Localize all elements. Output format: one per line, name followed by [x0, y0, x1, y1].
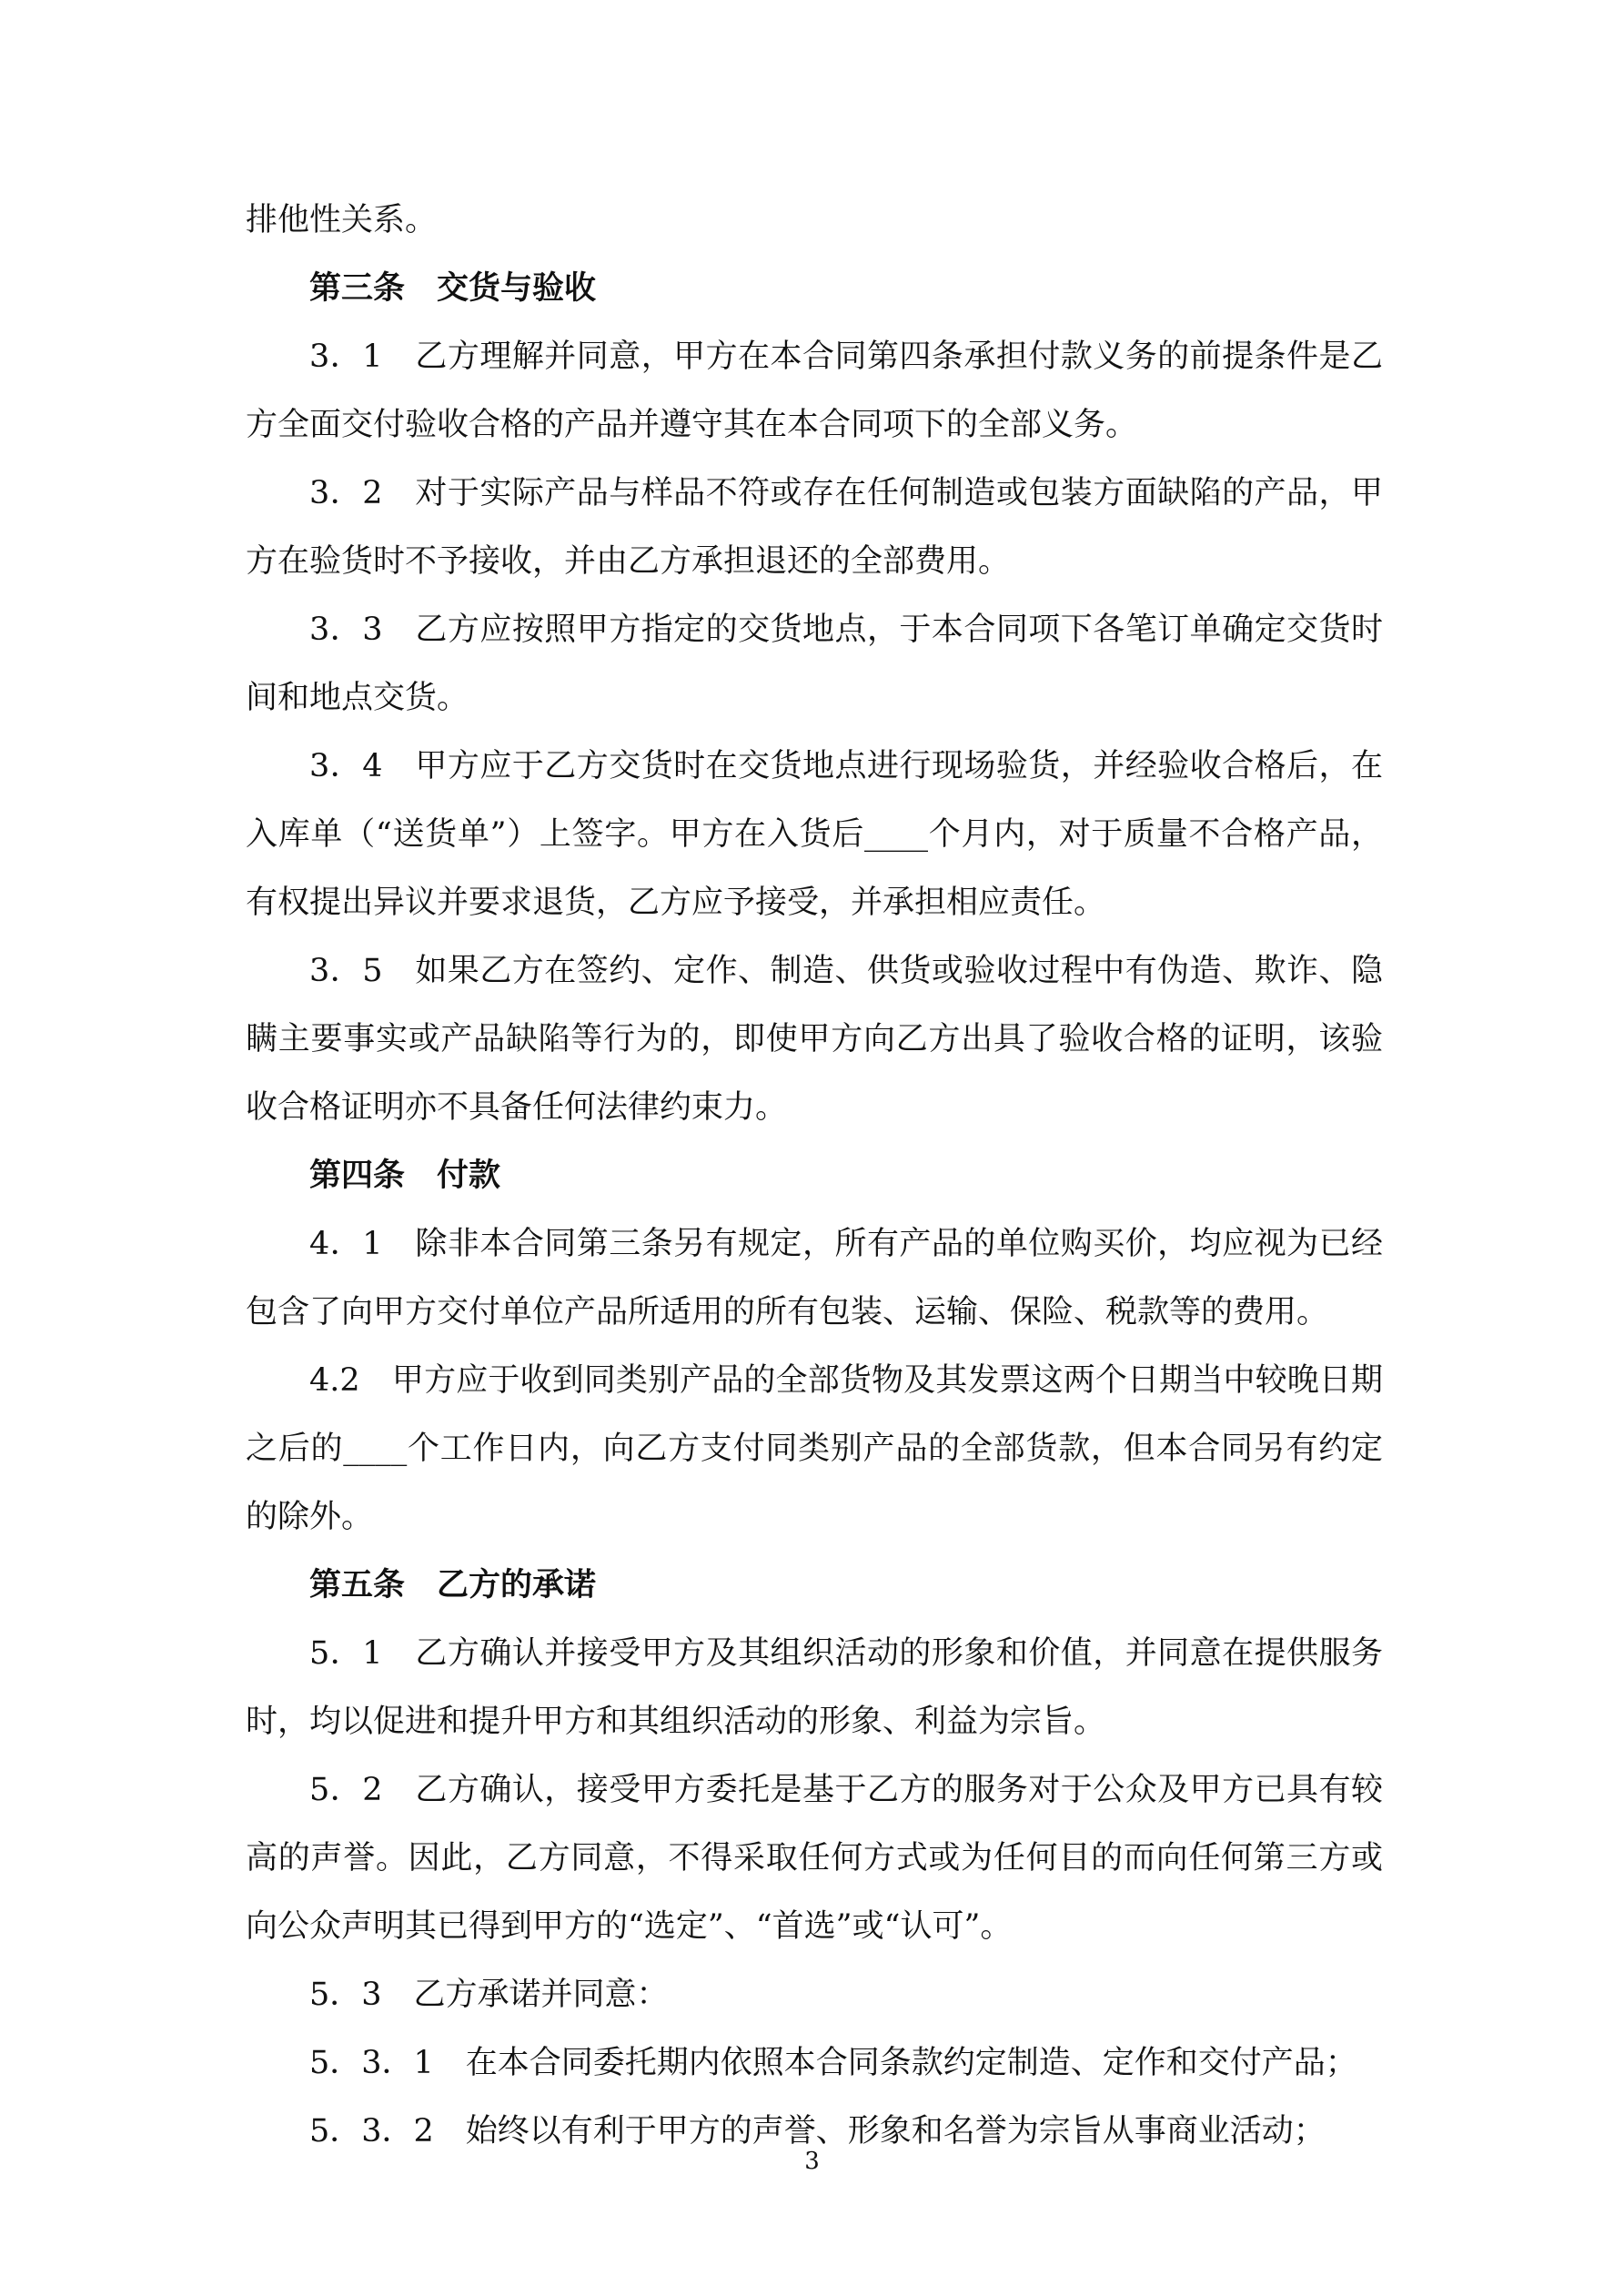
clause-paragraph: 3．2 对于实际产品与样品不符或存在任何制造或包装方面缺陷的产品，甲方在验货时不予接收，并由乙方承担退还的全部费用。 [246, 475, 1383, 580]
clause-paragraph: 5．3．2 始终以有利于甲方的声誉、形象和名誉为宗旨从事商业活动； [309, 2113, 1326, 2149]
clause-paragraph: 3．5 如果乙方在签约、定作、制造、供货或验收过程中有伪造、欺诈、隐瞒主要事实或产品缺陷等行为的，即使甲方向乙方出具了验收合格的证明，该验收合格证明亦不具备任何法律约束力。 [246, 953, 1383, 1126]
clause-paragraph: 5．3．1 在本合同委托期内依照本合同条款约定制造、定作和交付产品； [309, 2045, 1357, 2081]
clause-paragraph: 5．2 乙方确认，接受甲方委托是基于乙方的服务对于公众及甲方已具有较高的声誉。因此，乙方同意，不得采取任何方式或为任何目的而向任何第三方或向公众声明其已得到甲方的“选定”、“首选”或“认可”。 [246, 1772, 1383, 1945]
clause-paragraph: 3．4 甲方应于乙方交货时在交货地点进行现场验货，并经验收合格后，在入库单（“送货单”）上签字。甲方在入货后____个月内，对于质量不合格产品，有权提出异议并要求退货，乙方应予接受，并承担相应责任。 [246, 748, 1383, 921]
contract-body [246, 187, 1383, 2166]
clause-paragraph: 4．1 除非本合同第三条另有规定，所有产品的单位购买价，均应视为已经包含了向甲方交付单位产品所适用的所有包装、运输、保险、税款等的费用。 [246, 1226, 1383, 1330]
clause-paragraph: 5．1 乙方确认并接受甲方及其组织活动的形象和价值，并同意在提供服务时，均以促进和提升甲方和其组织活动的形象、利益为宗旨。 [246, 1635, 1383, 1740]
section-heading: 第五条 乙方的承诺 [309, 1567, 597, 1603]
clause-paragraph: 4.2 甲方应于收到同类别产品的全部货物及其发票这两个日期当中较晚日期之后的____个工作日内，向乙方支付同类别产品的全部货款，但本合同另有约定的除外。 [246, 1362, 1383, 1535]
section-heading: 第三条 交货与验收 [309, 270, 597, 307]
section-heading: 第四条 付款 [309, 1158, 501, 1194]
clause-paragraph: 3．1 乙方理解并同意，甲方在本合同第四条承担付款义务的前提条件是乙方全面交付验收合格的产品并遵守其在本合同项下的全部义务。 [246, 339, 1383, 443]
continued-paragraph: 排他性关系。 [246, 202, 438, 238]
page-number: 3 [804, 2148, 820, 2175]
clause-paragraph: 5．3 乙方承诺并同意： [309, 1977, 669, 2013]
clause-paragraph: 3．3 乙方应按照甲方指定的交货地点，于本合同项下各笔订单确定交货时间和地点交货。 [246, 612, 1383, 716]
